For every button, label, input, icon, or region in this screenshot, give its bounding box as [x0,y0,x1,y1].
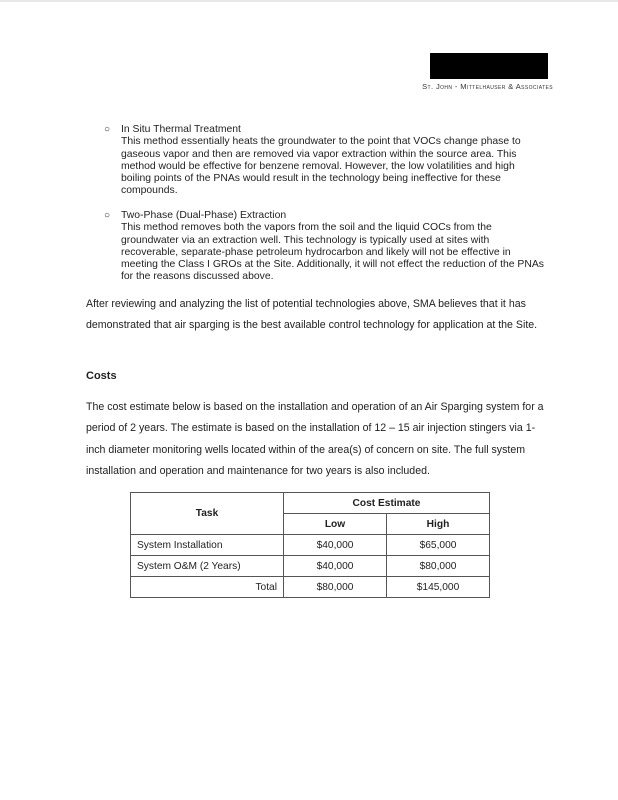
high-cell: $65,000 [387,535,490,556]
bullet-title: Two-Phase (Dual-Phase) Extraction [121,210,287,221]
high-header: High [387,514,490,535]
table-header-row [131,493,490,514]
bullet-title: In Situ Thermal Treatment [121,124,241,135]
table-row [131,535,490,556]
firm-name: St. John - Mittelhauser & Associates [422,82,553,91]
table-row [131,556,490,577]
bullet-dual-phase-extraction [104,210,544,284]
conclusion-paragraph: After reviewing and analyzing the list of potential technologies above, SMA believes that it has demonstrated that air sparging is the best available control technology for application at the Site. [86,298,538,332]
cost-estimate-table [130,492,490,598]
cost-estimate-header: Cost Estimate [284,493,490,514]
bullet-body: This method removes both the vapors from the soil and the liquid COCs from the groundwater via an extraction well. This technology is typically used at sites with recoverable, separate-phase petroleum hydrocarbon and likely will not be effective in meeting the Class I GROs at the Site. Additionally, it will not effect the reduction of the PNAs for the reasons discussed above. [121,222,544,283]
table-total-row [131,577,490,598]
bullet-body: This method essentially heats the groundwater to the point that VOCs change phase to gaseous vapor and then are removed via vapor extraction within the source area. This method would be effective for benzene removal. However, the low volatilities and high boiling points of the PNAs would result in the technology being ineffective for these compounds. [121,136,521,197]
total-label: Total [131,577,284,598]
low-header: Low [284,514,387,535]
total-low-cell: $80,000 [284,577,387,598]
task-header: Task [131,493,284,535]
costs-paragraph: The cost estimate below is based on the installation and operation of an Air Sparging system for a period of 2 years. The estimate is based on the installation of 12 – 15 air injection stingers via 1-inch diameter monitoring wells located within of the area(s) of concern on site. The full system installation and operation and maintenance for two years is also included. [86,401,544,477]
task-cell: System Installation [131,535,284,556]
page-top-edge [0,0,618,2]
hollow-bullet-icon: ○ [104,124,111,135]
hollow-bullet-icon: ○ [104,210,111,221]
costs-heading: Costs [86,370,117,382]
low-cell: $40,000 [284,556,387,577]
low-cell: $40,000 [284,535,387,556]
task-cell: System O&M (2 Years) [131,556,284,577]
redaction-block [430,53,548,79]
total-high-cell: $145,000 [387,577,490,598]
bullet-thermal-treatment [104,124,544,198]
high-cell: $80,000 [387,556,490,577]
